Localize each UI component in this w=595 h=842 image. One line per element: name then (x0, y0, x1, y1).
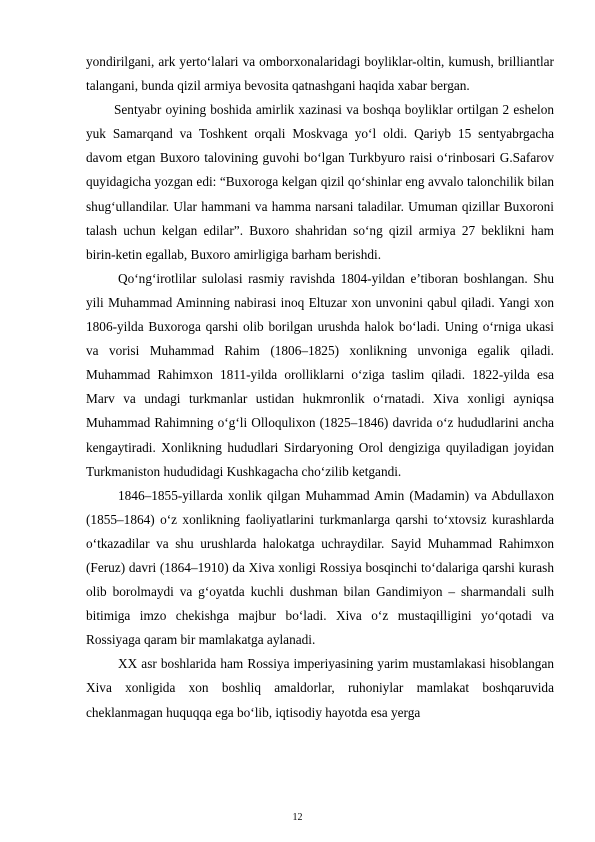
paragraph-2: Sentyabr oyining boshida amirlik xazinasi va boshqa boyliklar ortilgan 2 eshelon yuk Samarqand va Toshkent orqali Moskvaga yo‘l oldi. Qariyb 15 sentyabrgacha davom etgan Buxoro talovining guvohi bo‘lgan Turkbyuro raisi o‘rinbosari G.Safarov quyidagicha yozgan edi: “Buxoroga kelgan qizil qo‘shinlar eng avvalo talonchilik bilan shug‘ullandilar. Ular hammani va hamma narsani taladilar. Umuman qizillar Buxoroni talash uchun kelgan edilar”. Buxoro shahridan so‘ng qizil armiya 27 beklikni ham birin-ketin egallab, Buxoro amirligiga barham berishdi. (86, 102, 554, 262)
paragraph-1: yondirilgani, ark yerto‘lalari va omborxonalaridagi boyliklar-oltin, kumush, brilliantlar talangani, bunda qizil armiya bevosita qatnashgani haqida xabar bergan. (86, 54, 554, 94)
paragraph-3: Qo‘ng‘irotlilar sulolasi rasmiy ravishda 1804-yildan e’tiboran boshlangan. Shu yili Muhammad Aminning nabirasi inoq Eltuzar xon unvonini qabul qiladi. Yangi xon 1806-yilda Buxoroga qarshi olib borilgan urushda halok bo‘ladi. Uning o‘rniga ukasi va vorisi Muhammad Rahim (1806–1825) xonlikning unvoniga egalik qiladi. Muhammad Rahimxon 1811-yilda orolliklarni o‘ziga taslim qiladi. 1822-yilda esa Marv va undagi turkmanlar ustidan hukmronlik o‘rnatadi. Xiva xonligi ayniqsa Muhammad Rahimning o‘g‘li Olloqulixon (1825–1846) davrida o‘z hududlarini ancha kengaytiradi. Xonlikning hududlari Sirdaryoning Orol dengiziga quyiladigan joyidan Turkmaniston hududidagi Kushkagacha cho‘zilib ketgandi. (86, 270, 554, 479)
paragraph-4: 1846–1855-yillarda xonlik qilgan Muhammad Amin (Madamin) va Abdullaxon (1855–1864) o‘z xonlikning faoliyatlarini turkmanlarga qarshi to‘xtovsiz kurashlarda o‘tkazadilar va shu urushlarda halokatga uchraydilar. Sayid Muhammad Rahimxon (Feruz) davri (1864–1910) da Xiva xonligi Rossiya bosqinchi to‘dalariga qarshi kurash olib borolmaydi va g‘oyatda kuchli dushman bilan Gandimiyon – sharmandali sulh bitimiga imzo chekishga majbur bo‘ladi. Xiva o‘z mustaqilligini yo‘qotadi va Rossiyaga qaram bir mamlakatga aylanadi. (86, 487, 554, 648)
paragraph-5: XX asr boshlarida ham Rossiya imperiyasining yarim mustamlakasi hisoblangan Xiva xonligida xon boshliq amaldorlar, ruhoniylar mamlakat boshqaruvida cheklanmagan huquqqa ega bo‘lib, iqtisodiy hayotda esa yerga (86, 656, 554, 720)
page-number: 12 (292, 812, 303, 823)
document-page (86, 50, 554, 725)
